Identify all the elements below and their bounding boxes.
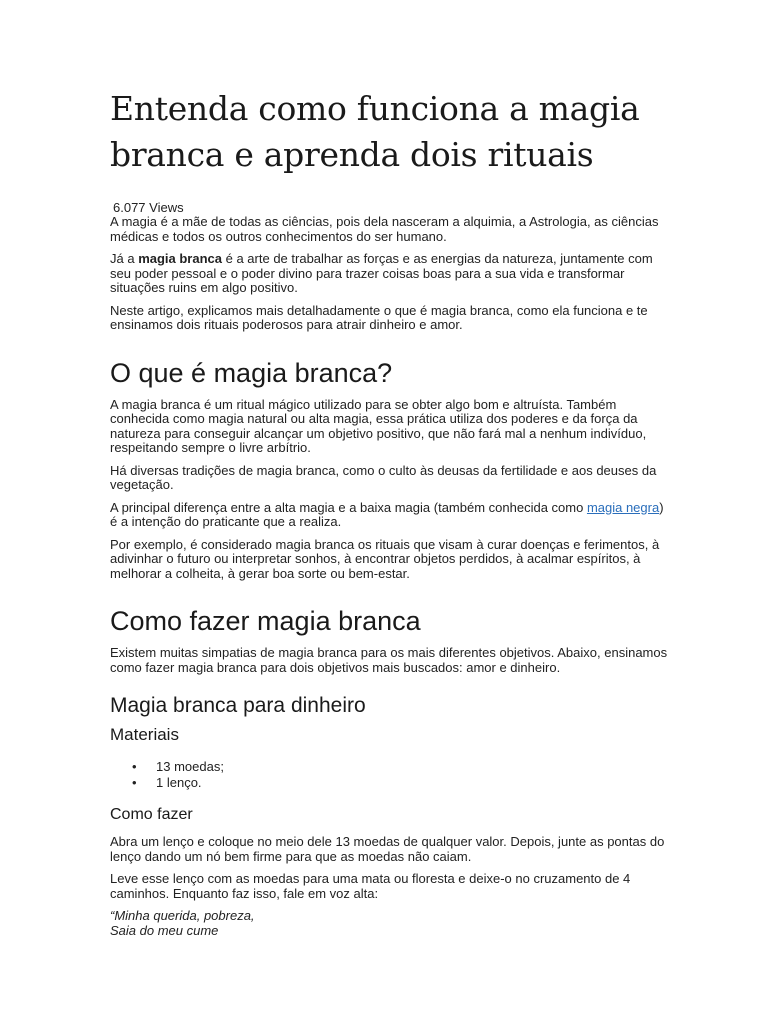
what-is-paragraph-1: A magia branca é um ritual mágico utilizado para se obter algo bom e altruísta. Também conhecida como magia natural ou alta magia, essa prática utiliza dos poderes e da força da natureza para conseguir alcançar um objetivo positivo, que não fará mal a nenhum indivíduo, respeitando sempre o livre arbítrio.: [110, 396, 647, 455]
what-is-paragraph-3-text-b: ) é a intenção do praticante que a realiza.: [110, 499, 664, 529]
incantation-quote: [110, 909, 670, 938]
intro-paragraph-2: [110, 252, 670, 296]
materials-list: [110, 759, 670, 791]
subsection-heading-money: Magia branca para dinheiro: [110, 694, 366, 717]
how-to-paragraph-1: Existem muitas simpatias de magia branca para os mais diferentes objetivos. Abaixo, ensinamos como fazer magia branca para dois objetivos mais buscados: amor e dinheiro.: [110, 645, 668, 675]
intro-paragraph-3: Neste artigo, explicamos mais detalhadamente o que é magia branca, como ela funciona e te ensinamos dois rituais poderosos para atrair dinheiro e amor.: [110, 302, 648, 332]
list-item: [110, 759, 670, 775]
what-is-paragraph-3-text-a: A principal diferença entre a alta magia e a baixa magia (também conhecida como: [110, 499, 587, 515]
view-count: 6.077 Views: [113, 200, 184, 215]
intro-paragraph-2-text-b: é a arte de trabalhar as forças e as energias da natureza, juntamente com seu poder pessoal e o poder divino para trazer coisas boas para a sua vida e transformar situações ruins em algo positivo.: [110, 251, 653, 295]
what-is-paragraph-2: Há diversas tradições de magia branca, como o culto às deusas da fertilidade e aos deuses da vegetação.: [110, 462, 657, 492]
intro-paragraph-1: A magia é a mãe de todas as ciências, pois dela nasceram a alquimia, a Astrologia, as ciências médicas e todos os outros conhecimentos do ser humano.: [110, 214, 659, 244]
quote-line-2: Saia do meu cume: [110, 922, 219, 938]
list-item: [110, 775, 670, 791]
section-heading-how-to: Como fazer magia branca: [110, 606, 421, 636]
how-to-do-paragraph-2: Leve esse lenço com as moedas para uma mata ou floresta e deixe-o no cruzamento de 4 caminhos. Enquanto faz isso, fale em voz alta:: [110, 871, 631, 901]
document-page: [110, 86, 670, 946]
how-to-do-paragraph-1: Abra um lenço e coloque no meio dele 13 moedas de qualquer valor. Depois, junte as pontas do lenço dando um nó bem firme para que as moedas não caiam.: [110, 834, 665, 864]
list-item-text: 13 moedas;: [156, 759, 224, 774]
intro-paragraph-2-text-a: Já a: [110, 251, 139, 266]
materials-heading: Materiais: [110, 725, 179, 744]
how-to-do-heading: Como fazer: [110, 806, 193, 823]
list-item-text: 1 lenço.: [156, 775, 202, 790]
section-heading-what-is: O que é magia branca?: [110, 357, 393, 388]
bullet-icon: •: [132, 759, 137, 774]
article-title: Entenda como funciona a magia branca e aprenda dois rituais: [110, 89, 640, 174]
bullet-icon: •: [132, 775, 137, 790]
quote-line-1: “Minha querida, pobreza,: [110, 908, 255, 923]
what-is-paragraph-3: [110, 501, 670, 530]
what-is-paragraph-4: Por exemplo, é considerado magia branca os rituais que visam à curar doenças e ferimentos, à adivinhar o futuro ou interpretar sonhos, à encontrar objetos perdidos, à acalmar espíritos, à melhorar a colheita, à gerar boa sorte ou bem-estar.: [110, 536, 660, 581]
magia-branca-bold: magia branca: [138, 251, 223, 266]
magia-negra-link[interactable]: magia negra: [586, 499, 660, 515]
